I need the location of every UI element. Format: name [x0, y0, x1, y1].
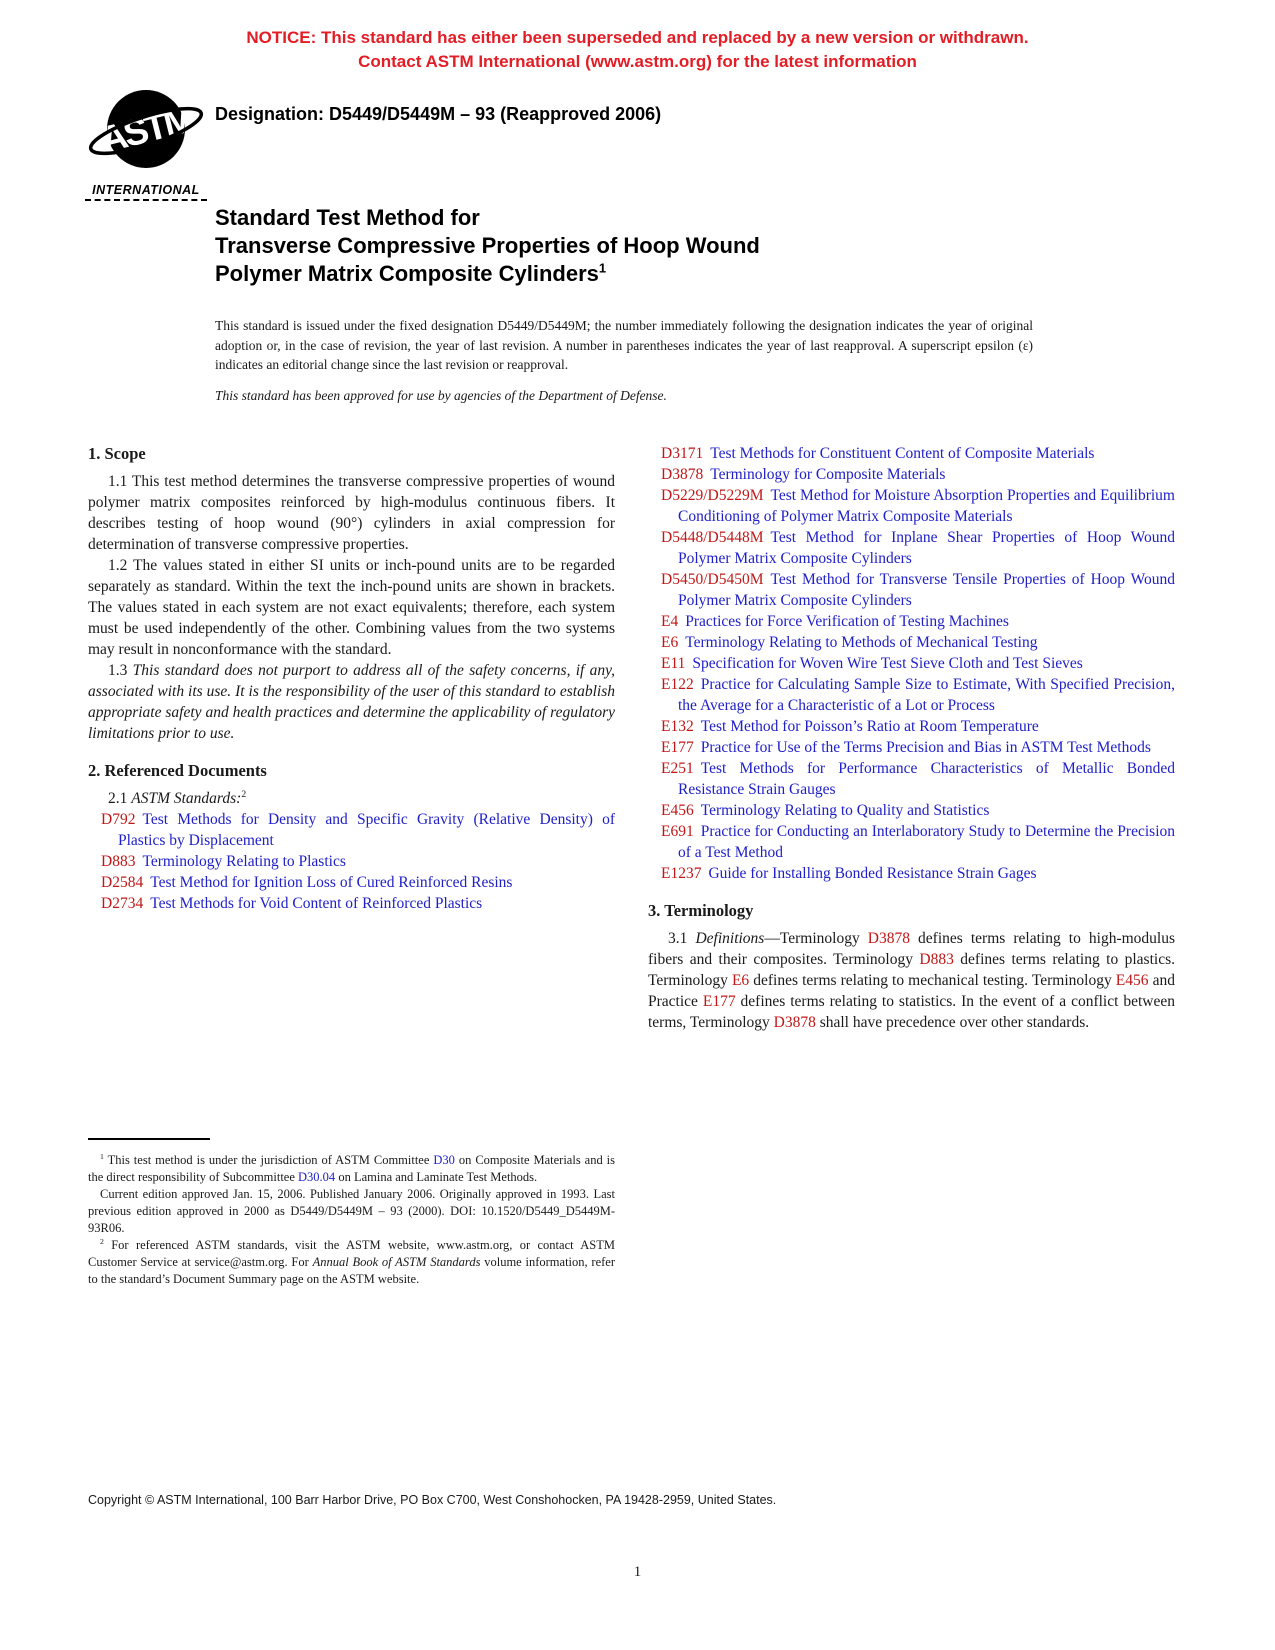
reference-item: [88, 893, 615, 914]
reference-title-link[interactable]: Terminology Relating to Quality and Statistics: [700, 802, 990, 819]
reference-title-link[interactable]: Practices for Force Verification of Testing Machines: [685, 613, 1009, 630]
reference-item: [648, 758, 1175, 800]
reference-title-link[interactable]: Test Method for Poisson’s Ratio at Room Temperature: [700, 718, 1039, 735]
two-column-body: [88, 443, 1180, 1033]
reference-code-link[interactable]: D2734: [101, 895, 144, 912]
reference-item: [648, 527, 1175, 569]
committee-link-d30[interactable]: D30: [433, 1153, 455, 1167]
title-footnote-marker: 1: [598, 260, 607, 276]
text-segment: defines terms relating to high-modulus fibers and their composites. Terminology: [648, 930, 1175, 968]
page-number: 1: [633, 1564, 642, 1580]
text-segment: —Terminology: [764, 930, 868, 947]
supersession-notice: [0, 26, 1275, 74]
reference-code-link[interactable]: D5450/D5450M: [661, 571, 764, 588]
referenced-documents-heading: 2. Referenced Documents: [88, 761, 267, 780]
reference-code-link[interactable]: E132: [661, 718, 694, 735]
copyright-line: Copyright © ASTM International, 100 Barr Harbor Drive, PO Box C700, West Conshohocken, PA 19428-2959, United States.: [88, 1493, 777, 1507]
astm-logo: [85, 84, 207, 201]
text-segment: 2.1: [108, 790, 132, 807]
issued-statement: This standard is issued under the fixed designation D5449/D5449M; the number immediately following the designation indicates the year of original adoption or, in the case of revision, the year of last revision. A number in parentheses indicates the year of last reapproval. A superscript epsilon (ε) indicates an editorial change since the last revision or reapproval.: [215, 318, 1033, 372]
text-segment: ASTM Standards:: [131, 790, 242, 807]
scope-paragraph-1-2: 1.2 The values stated in either SI units or inch-pound units are to be regarded separately as standard. Within the text the inch-pound units are shown in brackets. The values stated in each system are not exact equivalents; therefore, each system must be used independently of the other. Combining values from the two systems may result in nonconformance with the standard.: [88, 557, 615, 658]
reference-title-link[interactable]: Test Methods for Constituent Content of Composite Materials: [710, 445, 1095, 462]
reference-item: [648, 569, 1175, 611]
footnote-edition-history: Current edition approved Jan. 15, 2006. Published January 2006. Originally approved in 1993. Last previous edition approved in 2000 as D5449/D5449M – 93 (2000). DOI: 10.1520/D5449_D5449M-93R06.: [88, 1187, 615, 1235]
notice-line-1: NOTICE: This standard has either been superseded and replaced by a new version or withdrawn.: [246, 28, 1029, 47]
footnote-separator-rule: [88, 1138, 210, 1140]
reference-item: [648, 632, 1175, 653]
reference-title-link[interactable]: Test Methods for Density and Specific Gravity (Relative Density) of Plastics by Displacement: [118, 811, 615, 849]
reference-code-link[interactable]: E4: [661, 613, 679, 630]
scope-paragraph-1-3: [88, 660, 615, 744]
reference-code-link[interactable]: E691: [661, 823, 694, 840]
reference-code-link[interactable]: E1237: [661, 865, 702, 882]
scope-paragraph-1-1: 1.1 This test method determines the transverse compressive properties of wound polymer matrix composites reinforced by high-modulus continuous fibers. It describes testing of hoop wound (90°) cylinders in axial compression for determination of transverse compressive properties.: [88, 473, 615, 553]
astm-standards-subheading: [88, 788, 615, 809]
text-segment: 1: [100, 1151, 104, 1161]
footnote-block: [88, 1138, 615, 1288]
astm-globe-icon: [85, 84, 207, 180]
text-segment: on Lamina and Laminate Test Methods.: [335, 1170, 538, 1184]
text-segment: For referenced ASTM standards, visit the ASTM website, www.astm.org, or contact ASTM Customer Service at service@astm.org. For: [88, 1238, 615, 1269]
text-segment: This standard does not purport to address all of the safety concerns, if any, associated with its use. It is the responsibility of the user of this standard to establish appropriate safety and health practices and determine the applicability of regulatory limitations prior to use.: [88, 662, 615, 742]
text-segment: 3.1: [668, 930, 696, 947]
inline-ref-e177[interactable]: E177: [702, 993, 736, 1010]
designation-line: Designation: D5449/D5449M – 93 (Reapproved 2006): [215, 104, 662, 124]
reference-item: [648, 464, 1175, 485]
reference-list-right: [648, 443, 1175, 884]
reference-item: [648, 863, 1175, 884]
reference-code-link[interactable]: D883: [101, 853, 136, 870]
reference-title-link[interactable]: Test Methods for Performance Characteristics of Metallic Bonded Resistance Strain Gauges: [678, 760, 1175, 798]
reference-item: [88, 809, 615, 851]
dod-approval-note: This standard has been approved for use by agencies of the Department of Defense.: [215, 388, 667, 403]
reference-title-link[interactable]: Terminology Relating to Plastics: [142, 853, 346, 870]
title-line-1: Standard Test Method for: [215, 205, 480, 230]
reference-title-link[interactable]: Specification for Woven Wire Test Sieve Cloth and Test Sieves: [692, 655, 1083, 672]
reference-code-link[interactable]: E11: [661, 655, 686, 672]
reference-title-link[interactable]: Terminology for Composite Materials: [710, 466, 946, 483]
reference-item: [88, 851, 615, 872]
text-segment: and Practice: [648, 972, 1175, 1010]
reference-title-link[interactable]: Test Method for Transverse Tensile Properties of Hoop Wound Polymer Matrix Composite Cylinders: [678, 571, 1175, 609]
reference-code-link[interactable]: D5229/D5229M: [661, 487, 764, 504]
notice-line-2: Contact ASTM International (www.astm.org) for the latest information: [358, 52, 917, 71]
astm-logo-subtitle: INTERNATIONAL: [85, 183, 207, 201]
text-segment: defines terms relating to statistics. In the event of a conflict between terms, Terminology: [648, 993, 1175, 1031]
text-segment: on Composite Materials and is the direct responsibility of Subcommittee: [88, 1153, 615, 1184]
inline-ref-d883[interactable]: D883: [919, 951, 954, 968]
right-column: [648, 443, 1175, 1033]
reference-code-link[interactable]: E456: [661, 802, 694, 819]
reference-title-link[interactable]: Practice for Calculating Sample Size to Estimate, With Specified Precision, the Average for a Characteristic of a Lot or Process: [678, 676, 1175, 714]
footnote-2: [88, 1237, 615, 1288]
reference-item: [648, 674, 1175, 716]
text-segment: 2: [100, 1236, 104, 1246]
text-segment: defines terms relating to mechanical testing. Terminology: [749, 972, 1116, 989]
inline-ref-e6[interactable]: E6: [731, 972, 750, 989]
text-segment: defines terms relating to plastics. Terminology: [648, 951, 1175, 989]
text-segment: Annual Book of ASTM Standards: [312, 1255, 481, 1269]
document-title: [215, 204, 760, 288]
reference-title-link[interactable]: Practice for Use of the Terms Precision and Bias in ASTM Test Methods: [700, 739, 1151, 756]
left-column: [88, 443, 615, 1033]
reference-list-left: [88, 809, 615, 914]
text-segment: volume information, refer to the standard’s Document Summary page on the ASTM website.: [88, 1255, 615, 1286]
title-line-3: Polymer Matrix Composite Cylinders$^1$: [215, 260, 607, 286]
title-line-2: Transverse Compressive Properties of Hoop Wound: [215, 233, 760, 258]
text-segment: 1.3: [108, 662, 133, 679]
scope-heading: 1. Scope: [88, 444, 146, 463]
reference-code-link[interactable]: E251: [661, 760, 694, 777]
reference-item: [648, 653, 1175, 674]
terminology-heading: 3. Terminology: [648, 901, 754, 920]
inline-ref-d3878[interactable]: D3878: [867, 930, 910, 947]
text-segment: 2: [241, 788, 247, 800]
reference-title-link[interactable]: Test Methods for Void Content of Reinforced Plastics: [150, 895, 483, 912]
subcommittee-link-d30-04[interactable]: D30.04: [298, 1170, 336, 1184]
reference-title-link[interactable]: Practice for Conducting an Interlaboratory Study to Determine the Precision of a Test Method: [678, 823, 1175, 861]
reference-item: [648, 611, 1175, 632]
text-segment: Definitions: [695, 930, 765, 947]
reference-code-link[interactable]: D792: [101, 811, 136, 828]
reference-title-link[interactable]: Terminology Relating to Methods of Mechanical Testing: [685, 634, 1038, 651]
astm-logo-acronym: ASTM: [96, 98, 197, 161]
reference-title-link[interactable]: Test Method for Moisture Absorption Properties and Equilibrium Conditioning of Polymer Matrix Composite Materials: [678, 487, 1175, 525]
inline-ref-e456[interactable]: E456: [1115, 972, 1149, 989]
reference-title-link[interactable]: Guide for Installing Bonded Resistance Strain Gages: [708, 865, 1037, 882]
reference-code-link[interactable]: D5448/D5448M: [661, 529, 764, 546]
reference-item: [88, 872, 615, 893]
footnote-1: [88, 1152, 615, 1186]
reference-title-link[interactable]: Test Method for Inplane Shear Properties of Hoop Wound Polymer Matrix Composite Cylinders: [678, 529, 1175, 567]
reference-code-link[interactable]: E6: [661, 634, 679, 651]
reference-item: [648, 821, 1175, 863]
reference-code-link[interactable]: D3878: [661, 466, 704, 483]
reference-code-link[interactable]: D3171: [661, 445, 704, 462]
inline-ref-d3878[interactable]: D3878: [773, 1014, 816, 1031]
reference-code-link[interactable]: D2584: [101, 874, 144, 891]
text-segment: This test method is under the jurisdiction of ASTM Committee: [103, 1153, 434, 1167]
reference-item: [648, 485, 1175, 527]
reference-code-link[interactable]: E177: [661, 739, 694, 756]
reference-code-link[interactable]: E122: [661, 676, 694, 693]
terminology-paragraph-3-1: [648, 928, 1175, 1033]
reference-item: [648, 716, 1175, 737]
reference-item: [648, 737, 1175, 758]
reference-item: [648, 800, 1175, 821]
text-segment: shall have precedence over other standards.: [815, 1014, 1090, 1031]
reference-item: [648, 443, 1175, 464]
reference-title-link[interactable]: Test Method for Ignition Loss of Cured Reinforced Resins: [150, 874, 513, 891]
